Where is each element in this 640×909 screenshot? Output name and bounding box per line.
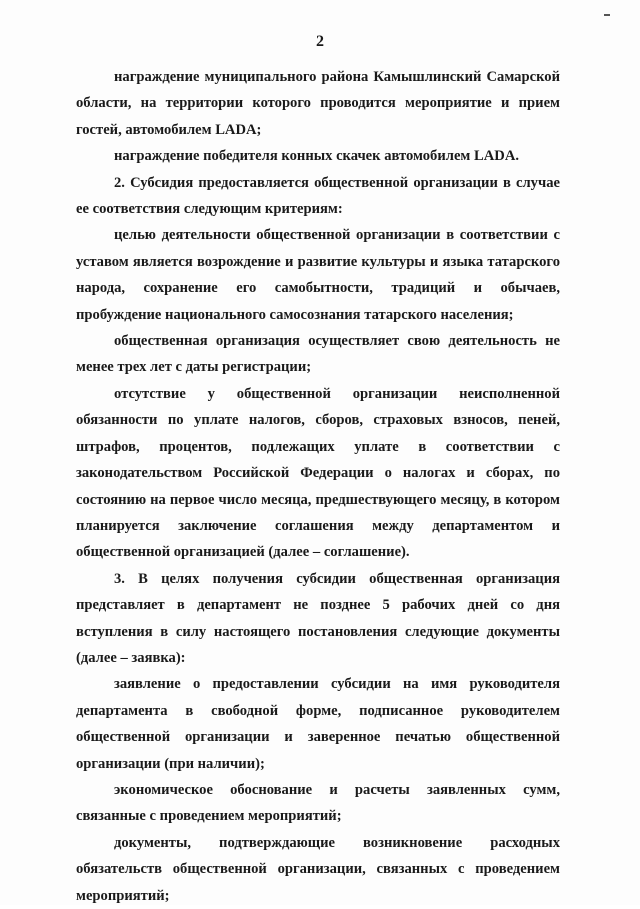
- paragraph-doc-obligations: документы, подтверждающие возникновение расходных обязательств общественной организации, связанных с проведением мероприятий;: [76, 834, 560, 904]
- scan-artifact: [604, 14, 610, 16]
- paragraph-criterion-duration: общественная организация осуществляет свою деятельность не менее трех лет с даты регистрации;: [76, 333, 560, 376]
- paragraph-award-district: награждение муниципального района Камышлинский Самарской области, на территории которого проводится мероприятие и прием гостей, автомобилем LADA;: [76, 69, 560, 138]
- paragraph-criterion-no-debt: отсутствие у общественной организации неисполненной обязанности по уплате налогов, сборов, страховых взносов, пеней, штрафов, процентов, подлежащих уплате в соответствии с законодательством Российской Федерации о налогах и сборах, по состоянию на первое число месяца, предшествующего месяцу, в котором планируется заключение соглашения между департаментом и общественной организацией (далее – соглашение).: [76, 385, 560, 561]
- paragraph-criterion-purpose: целью деятельности общественной организации в соответствии с уставом является возрождение и развитие культуры и языка татарского народа, сохранение его самобытности, традиций и обычаев, пробуждение национального самосознания татарского населения;: [76, 227, 560, 323]
- paragraph-subsidy-criteria-intro: 2. Субсидия предоставляется общественной организации в случае ее соответствия следующим критериям:: [76, 174, 560, 218]
- paragraph-doc-statement: заявление о предоставлении субсидии на имя руководителя департамента в свободной форме, подписанное руководителем общественной организации и заверенное печатью общественной организации (при наличии);: [76, 676, 560, 772]
- paragraph-application-intro: 3. В целях получения субсидии общественная организация представляет в департамент не позднее 5 рабочих дней со дня вступления в силу настоящего постановления следующие документы (далее – заявка):: [76, 570, 560, 666]
- paragraph-doc-economic-justification: экономическое обоснование и расчеты заявленных сумм, связанные с проведением мероприятий;: [76, 781, 560, 825]
- paragraph-award-horse-race: награждение победителя конных скачек автомобилем LADA.: [114, 148, 520, 165]
- document-body: [76, 64, 560, 909]
- page-number: 2: [316, 33, 324, 50]
